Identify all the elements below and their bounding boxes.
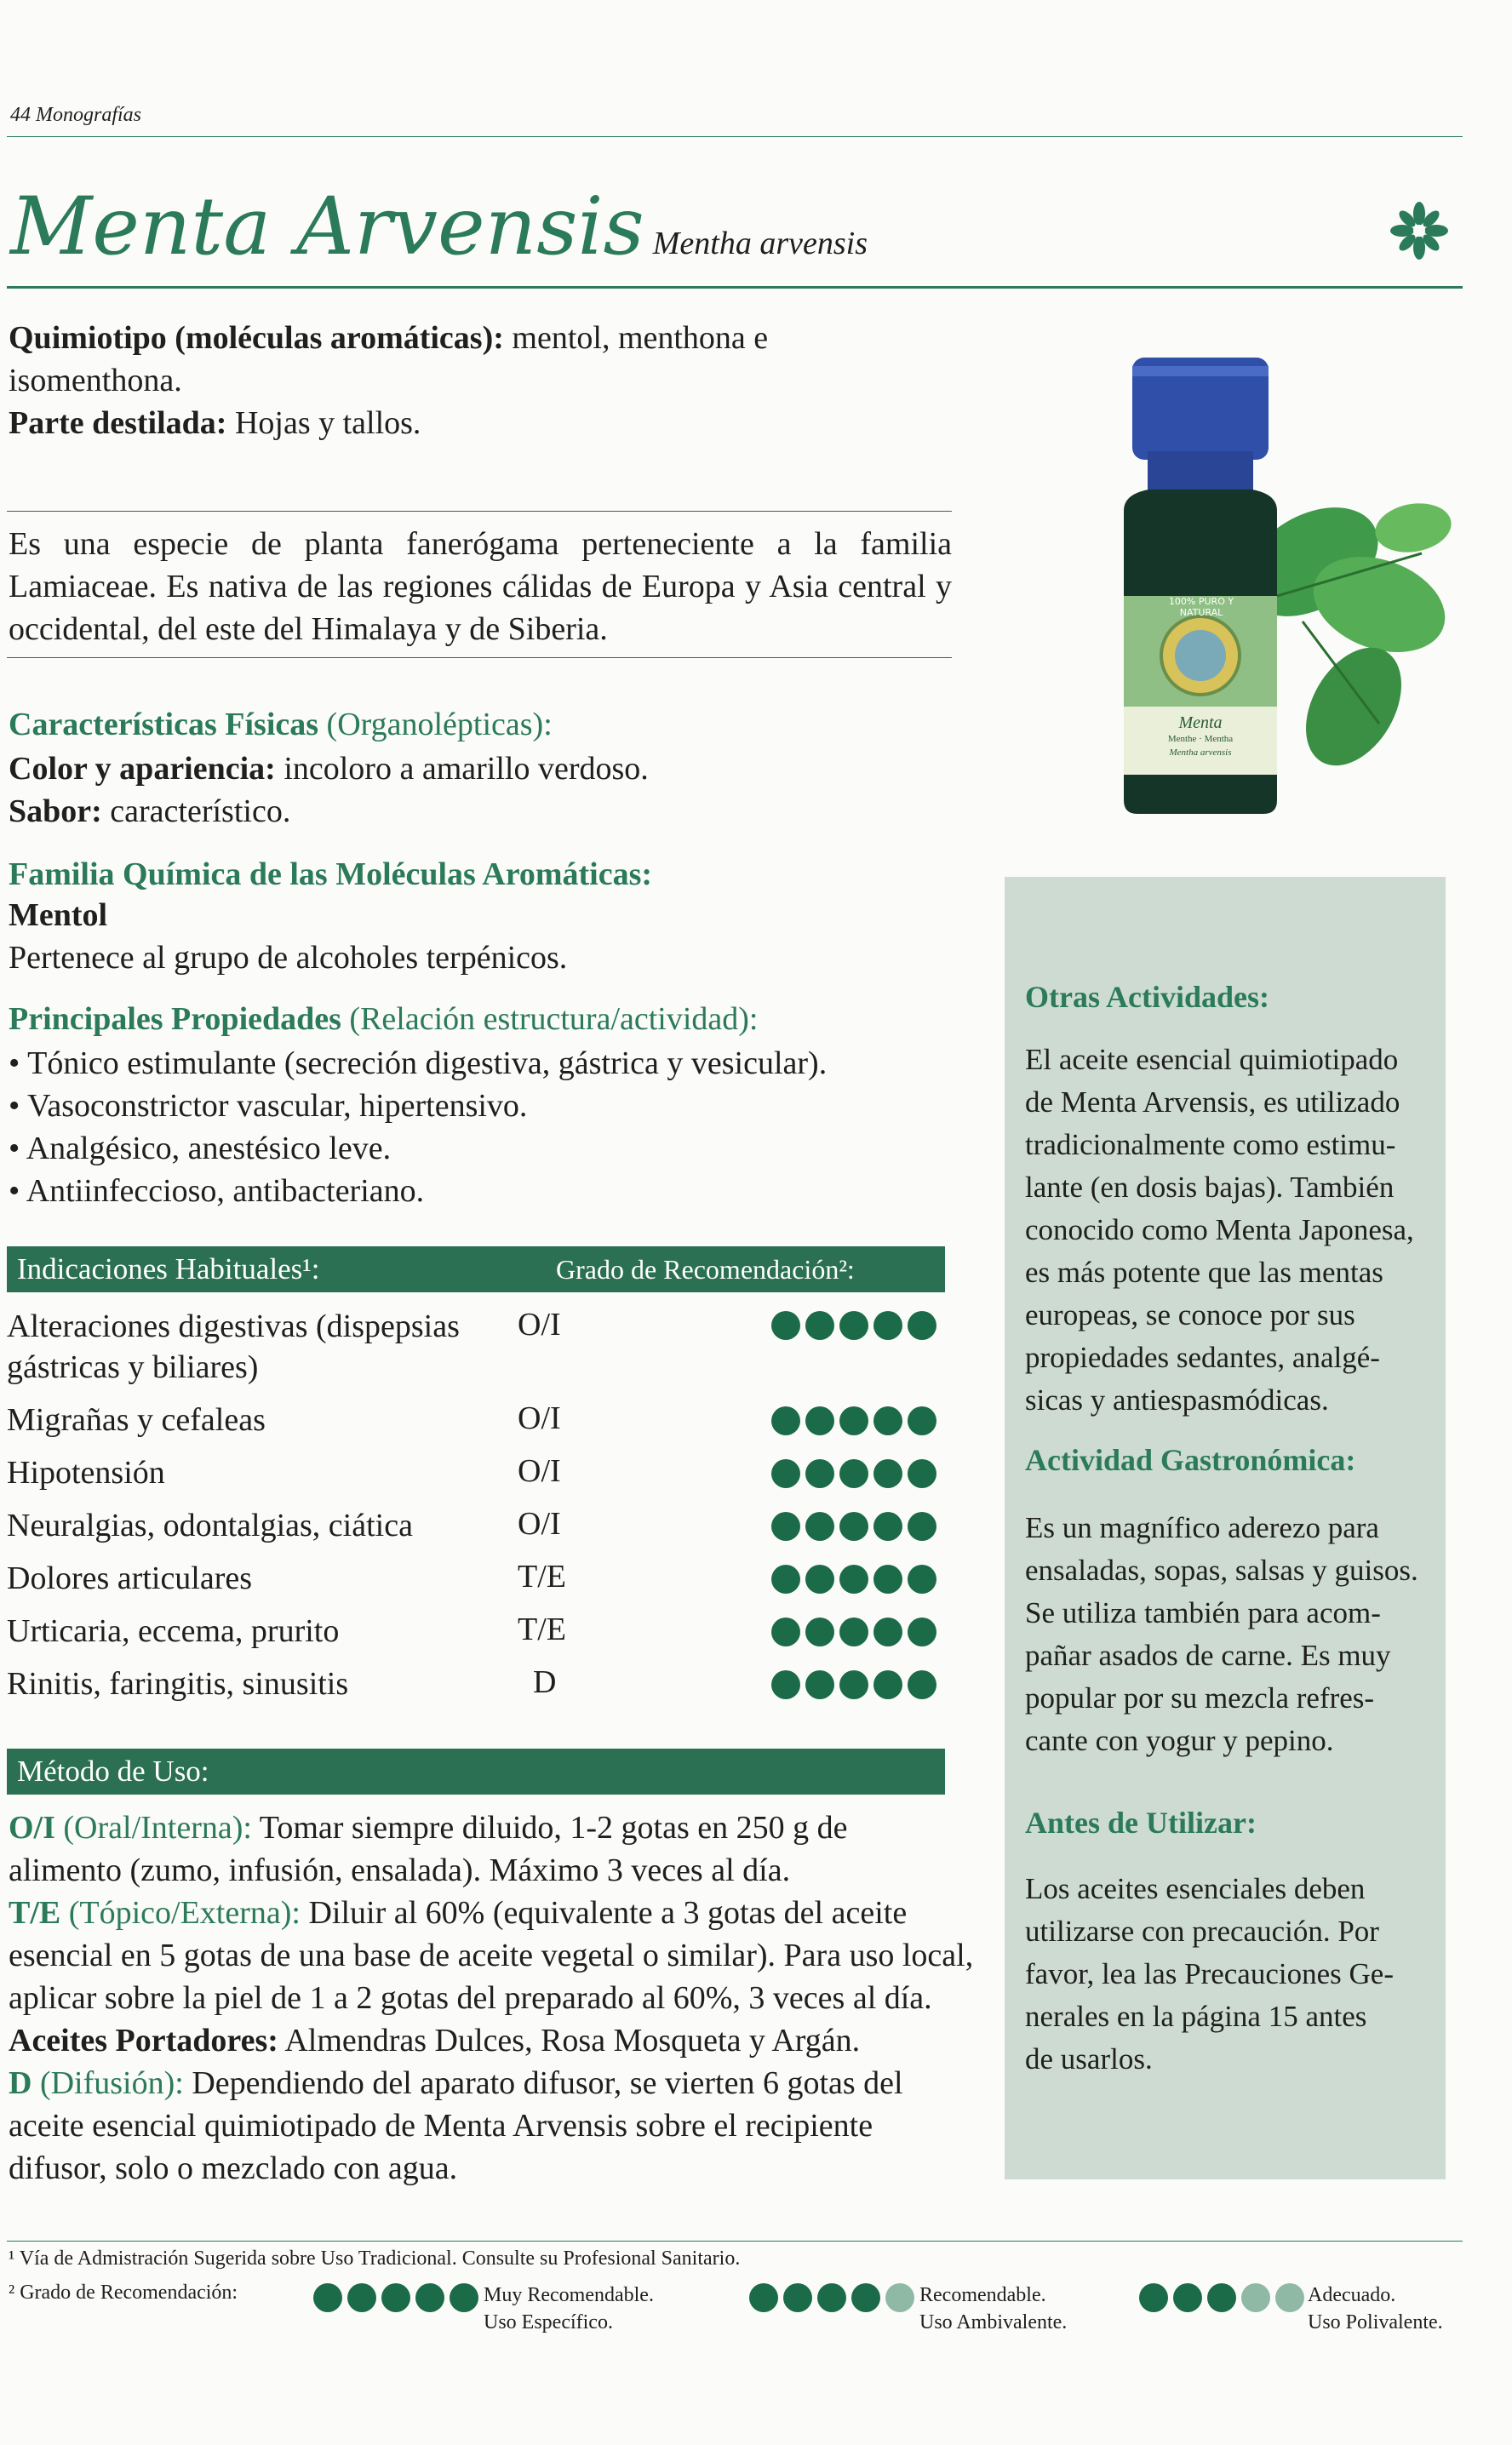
chemotype-label: Quimiotipo (moléculas aromáticas): <box>9 320 504 356</box>
other-line: es más potente que las mentas <box>1025 1256 1383 1289</box>
gastro-line: popular por su mezcla refres- <box>1025 1681 1375 1715</box>
legend-label <box>484 2282 654 2336</box>
rating-dot-filled <box>313 2283 342 2312</box>
rating-dot-filled <box>805 1311 834 1340</box>
rating-dot-filled <box>908 1459 936 1488</box>
indication-grade: O/I <box>518 1400 561 1436</box>
before-line: Los aceites esenciales deben <box>1025 1872 1366 1905</box>
other-line: lante (en dosis bajas). También <box>1025 1171 1395 1204</box>
before-text <box>1025 1868 1425 2081</box>
indication-grade: O/I <box>518 1453 561 1489</box>
before-line: de usarlos. <box>1025 2042 1153 2076</box>
rating-dot-filled <box>783 2283 812 2312</box>
page-title <box>10 180 868 273</box>
oi-label: O/I <box>9 1810 55 1846</box>
chemical-molecule: Mentol <box>9 897 108 933</box>
rating-dot-filled <box>749 2283 778 2312</box>
properties-heading-main: Principales Propiedades <box>9 1001 341 1037</box>
property-item: • Antiinfeccioso, antibacteriano. <box>9 1173 425 1209</box>
footnote-1: ¹ Vía de Admistración Sugerida sobre Uso Tradicional. Consulte su Profesional Sanitario. <box>9 2247 741 2270</box>
legend-label <box>1308 2282 1443 2336</box>
footnote-rule <box>7 2241 1463 2242</box>
rating-dot-filled <box>771 1565 800 1594</box>
rating-dot-filled <box>873 1512 902 1541</box>
oi-text2: alimento (zumo, infusión, ensalada). Máximo 3 veces al día. <box>9 1852 791 1888</box>
chemotype-block <box>9 317 860 402</box>
property-item: • Vasoconstrictor vascular, hipertensivo. <box>9 1088 528 1124</box>
indication-grade: O/I <box>518 1307 561 1343</box>
indication-name-line: Alteraciones digestivas (dispepsias <box>7 1308 460 1344</box>
rating-dot-filled <box>1173 2283 1202 2312</box>
legend-line: Recomendable. <box>919 2284 1046 2306</box>
indication-dots <box>771 1311 936 1340</box>
other-line: sicas y antiespasmódicas. <box>1025 1383 1329 1417</box>
rating-dot-filled <box>873 1406 902 1435</box>
gastro-line: Es un magnífico aderezo para <box>1025 1511 1379 1544</box>
d-label: D <box>9 2065 32 2101</box>
method-carrier <box>9 2019 860 2062</box>
indication-grade: T/E <box>518 1559 566 1595</box>
other-heading: Otras Actividades: <box>1025 980 1269 1014</box>
other-text <box>1025 1039 1425 1422</box>
indication-name: Neuralgias, odontalgias, ciática <box>7 1508 413 1543</box>
other-line: tradicionalmente como estimu- <box>1025 1128 1396 1161</box>
rating-dot-filled <box>771 1459 800 1488</box>
rating-dot-filled <box>347 2283 376 2312</box>
rating-dot-filled <box>908 1311 936 1340</box>
rating-dot-filled <box>873 1565 902 1594</box>
rating-dot-filled <box>381 2283 410 2312</box>
gastro-line: cante con yogur y pepino. <box>1025 1724 1334 1757</box>
indication-grade: D <box>533 1664 557 1700</box>
properties-heading <box>9 998 759 1040</box>
part-value: Hojas y tallos. <box>234 405 421 441</box>
bottle-illustration <box>1098 341 1456 817</box>
rating-dot-filled <box>1207 2283 1236 2312</box>
gastro-heading: Actividad Gastronómica: <box>1025 1443 1356 1477</box>
physical-heading-sub: (Organolépticas): <box>326 707 553 742</box>
bleed-through-text <box>1056 170 1088 317</box>
before-line: nerales en la página 15 antes <box>1025 2000 1367 2033</box>
rating-dot-filled <box>805 1459 834 1488</box>
rating-dot-filled <box>839 1618 868 1646</box>
gastro-line: Se utiliza también para acom- <box>1025 1596 1381 1629</box>
te-text2: esencial en 5 gotas de una base de aceite vegetal o similar). Para uso local, <box>9 1938 974 1973</box>
carrier-label: Aceites Portadores: <box>9 2023 278 2058</box>
rating-dot-filled <box>805 1512 834 1541</box>
rating-dot-empty <box>1241 2283 1270 2312</box>
title-rule <box>7 286 1463 289</box>
physical-heading-main: Características Físicas <box>9 707 319 742</box>
part-label: Parte destilada: <box>9 405 227 441</box>
carrier-value: Almendras Dulces, Rosa Mosqueta y Argán. <box>284 2023 861 2058</box>
rating-dot-filled <box>908 1618 936 1646</box>
d-sub: (Difusión): <box>39 2065 184 2101</box>
te-text3: aplicar sobre la piel de 1 a 2 gotas del preparado al 60%, 3 veces al día. <box>9 1980 932 2016</box>
rating-dot-filled <box>873 1311 902 1340</box>
other-line: propiedades sedantes, analgé- <box>1025 1341 1380 1374</box>
footnote-2: ² Grado de Recomendación: <box>9 2282 238 2304</box>
indication-name: Dolores articulares <box>7 1560 253 1596</box>
before-line: utilizarse con precaución. Por <box>1025 1915 1379 1948</box>
rating-dot-filled <box>450 2283 478 2312</box>
flower-emblem-icon <box>1389 201 1449 265</box>
rating-dot-filled <box>839 1406 868 1435</box>
legend-dots <box>313 2283 478 2312</box>
legend-dots <box>1139 2283 1304 2312</box>
rating-dot-filled <box>805 1565 834 1594</box>
chemical-heading: Familia Química de las Moléculas Aromáticas: <box>9 856 653 892</box>
rating-dot-filled <box>805 1618 834 1646</box>
d-text1: Dependiendo del aparato difusor, se vierten 6 gotas del <box>192 2065 903 2101</box>
rating-dot-filled <box>873 1618 902 1646</box>
other-line: de Menta Arvensis, es utilizado <box>1025 1085 1400 1119</box>
grade-heading: Grado de Recomendación²: <box>556 1254 855 1285</box>
rating-dot-filled <box>771 1311 800 1340</box>
description-rule-bottom <box>7 657 952 658</box>
method-heading: Método de Uso: <box>17 1755 209 1788</box>
indications-band <box>7 1246 945 1292</box>
title-main: Menta Arvensis <box>10 180 644 273</box>
gastro-text <box>1025 1507 1425 1762</box>
other-line: El aceite esencial quimiotipado <box>1025 1043 1399 1076</box>
property-item: • Tónico estimulante (secreción digestiva, gástrica y vesicular). <box>9 1045 828 1081</box>
property-item: • Analgésico, anestésico leve. <box>9 1131 392 1166</box>
indication-name: Urticaria, eccema, prurito <box>7 1613 340 1649</box>
rating-dot-filled <box>805 1406 834 1435</box>
part-block <box>9 402 421 444</box>
method-te <box>9 1892 952 1934</box>
legend-line: Muy Recomendable. <box>484 2284 654 2306</box>
indication-grade: O/I <box>518 1506 561 1542</box>
rating-dot-filled <box>839 1459 868 1488</box>
page-header <box>10 104 141 127</box>
legend-line: Uso Específico. <box>484 2311 613 2333</box>
rating-dot-filled <box>771 1406 800 1435</box>
d-text2: aceite esencial quimiotipado de Menta Arvensis sobre el recipiente <box>9 2108 873 2144</box>
taste-value: característico. <box>110 793 291 829</box>
indication-dots <box>771 1565 936 1594</box>
rating-dot-filled <box>839 1565 868 1594</box>
indication-name: Rinitis, faringitis, sinusitis <box>7 1666 349 1702</box>
indication-dots <box>771 1406 936 1435</box>
color-value: incoloro a amarillo verdoso. <box>284 751 649 787</box>
color-line <box>9 747 649 790</box>
indication-dots <box>771 1459 936 1488</box>
taste-label: Sabor: <box>9 793 102 829</box>
other-line: conocido como Menta Japonesa, <box>1025 1213 1414 1246</box>
method-d <box>9 2062 952 2104</box>
color-label: Color y apariencia: <box>9 751 276 787</box>
rating-dot-filled <box>771 1670 800 1699</box>
legend-dots <box>749 2283 914 2312</box>
rating-dot-filled <box>771 1618 800 1646</box>
indication-name: Migrañas y cefaleas <box>7 1402 266 1438</box>
indication-dots <box>771 1512 936 1541</box>
before-heading: Antes de Utilizar: <box>1025 1806 1257 1840</box>
indication-name <box>7 1306 518 1388</box>
other-line: europeas, se conoce por sus <box>1025 1298 1355 1331</box>
rating-dot-filled <box>908 1406 936 1435</box>
page-number: 44 <box>10 104 31 126</box>
bottle-badge: 100% PURO Y NATURAL <box>1168 596 1234 618</box>
indications-heading: Indicaciones Habituales¹: <box>17 1252 320 1285</box>
indication-name-line: gástricas y biliares) <box>7 1349 259 1385</box>
oi-sub: (Oral/Interna): <box>63 1810 252 1846</box>
sidebar-box <box>1005 877 1446 2179</box>
rating-dot-filled <box>839 1311 868 1340</box>
rating-dot-filled <box>908 1670 936 1699</box>
bottle-label: Menta <box>1178 713 1223 732</box>
gastro-line: ensaladas, sopas, salsas y guisos. <box>1025 1554 1418 1587</box>
rating-dot-filled <box>839 1512 868 1541</box>
indication-dots <box>771 1670 936 1699</box>
rating-dot-filled <box>851 2283 880 2312</box>
bottle-label-latin: Mentha arvensis <box>1169 747 1232 758</box>
header-rule <box>7 136 1463 137</box>
legend-line: Uso Ambivalente. <box>919 2311 1068 2333</box>
d-text3: difusor, solo o mezclado con agua. <box>9 2150 458 2186</box>
method-band <box>7 1749 945 1795</box>
rating-dot-filled <box>839 1670 868 1699</box>
rating-dot-filled <box>908 1512 936 1541</box>
rating-dot-filled <box>415 2283 444 2312</box>
legend-line: Uso Polivalente. <box>1308 2311 1443 2333</box>
indication-name: Hipotensión <box>7 1455 165 1491</box>
chemical-text: Pertenece al grupo de alcoholes terpénicos. <box>9 940 568 976</box>
properties-heading-sub: (Relación estructura/actividad): <box>349 1001 759 1037</box>
indication-grade: T/E <box>518 1612 566 1647</box>
te-sub: (Tópico/Externa): <box>68 1895 301 1931</box>
title-latin: Mentha arvensis <box>652 226 868 261</box>
oi-text1: Tomar siempre diluido, 1-2 gotas en 250 g de <box>259 1810 848 1846</box>
rating-dot-filled <box>817 2283 846 2312</box>
description-rule-top <box>7 511 952 512</box>
rating-dot-filled <box>1139 2283 1168 2312</box>
rating-dot-empty <box>1275 2283 1304 2312</box>
rating-dot-filled <box>908 1565 936 1594</box>
rating-dot-filled <box>805 1670 834 1699</box>
taste-line <box>9 790 290 833</box>
physical-heading <box>9 703 553 746</box>
rating-dot-filled <box>873 1459 902 1488</box>
rating-dot-filled <box>873 1670 902 1699</box>
rating-dot-filled <box>771 1512 800 1541</box>
bottle-label-sub: Menthe · Mentha <box>1167 734 1234 744</box>
gastro-line: pañar asados de carne. Es muy <box>1025 1639 1391 1672</box>
before-line: favor, lea las Precauciones Ge- <box>1025 1957 1394 1990</box>
legend-label <box>919 2282 1067 2336</box>
indication-dots <box>771 1618 936 1646</box>
te-label: T/E <box>9 1895 61 1931</box>
chemotype-value: mentol, menthona e isomenthona. <box>9 320 769 398</box>
rating-dot-empty <box>885 2283 914 2312</box>
method-oi <box>9 1807 952 1849</box>
description: Es una especie de planta fanerógama perteneciente a la familia Lamiaceae. Es nativa de las regiones cálidas de Europa y Asia central y occidental, del este del Himalaya y de Siberia. <box>9 526 952 647</box>
legend-line: Adecuado. <box>1308 2284 1396 2306</box>
te-text1: Diluir al 60% (equivalente a 3 gotas del aceite <box>308 1895 908 1931</box>
section-name: Monografías <box>36 104 142 126</box>
